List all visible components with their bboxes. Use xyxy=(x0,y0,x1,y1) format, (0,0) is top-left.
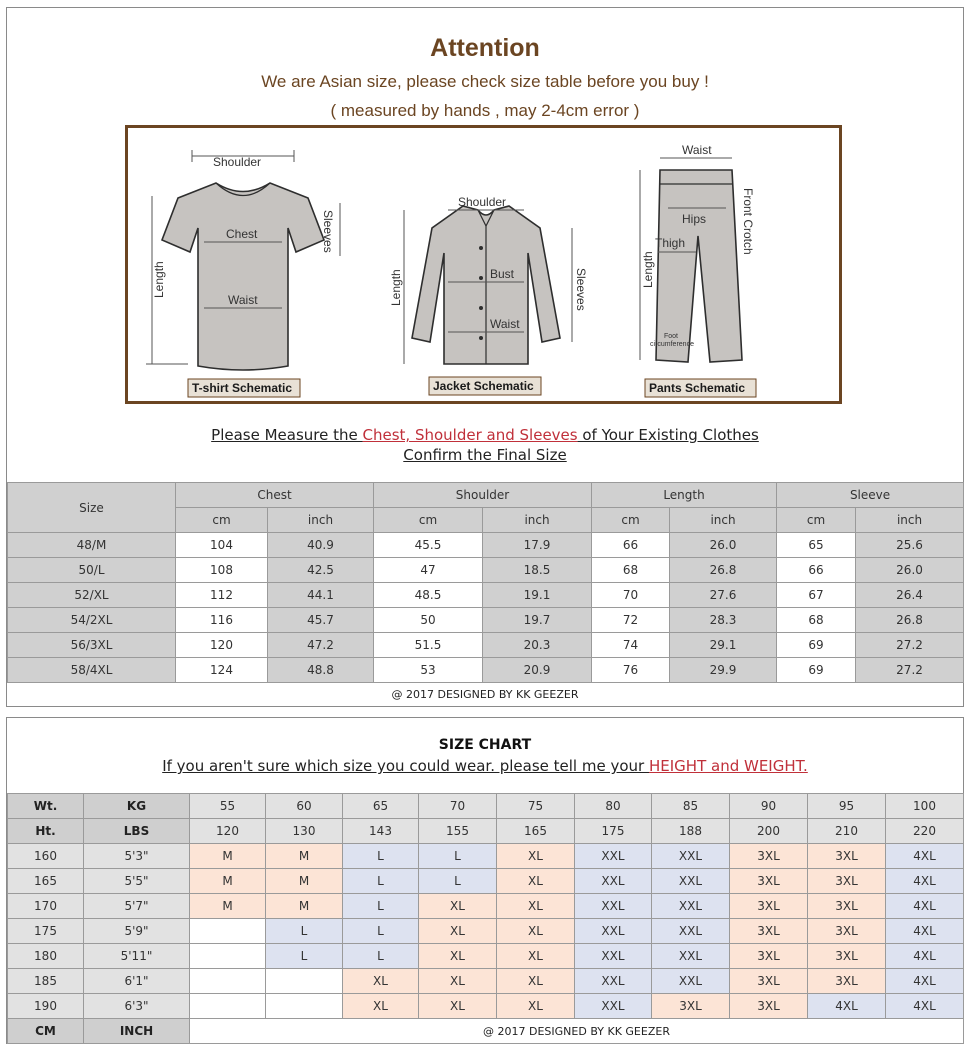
asian-size-notice: We are Asian size, please check size table before you buy ! xyxy=(261,72,709,91)
height-inch: 6'1" xyxy=(84,969,190,994)
height-cm: 165 xyxy=(8,869,84,894)
pants-schematic xyxy=(640,143,756,397)
height-cm: 180 xyxy=(8,944,84,969)
measurement-cell: 72 xyxy=(592,608,670,633)
measurement-cell: 68 xyxy=(592,558,670,583)
recommended-size-cell: XL xyxy=(343,969,419,994)
recommended-size-cell: XXL xyxy=(652,894,730,919)
height-cm: 175 xyxy=(8,919,84,944)
measurement-cell: 29.9 xyxy=(670,658,777,683)
measurement-cell: 40.9 xyxy=(268,533,374,558)
kg-value: 65 xyxy=(343,794,419,819)
measurement-cell: 47 xyxy=(374,558,483,583)
measurement-cell: 66 xyxy=(592,533,670,558)
inch-label: INCH xyxy=(84,1019,190,1044)
measurement-cell: 53 xyxy=(374,658,483,683)
height-inch: 5'11" xyxy=(84,944,190,969)
jacket-waist-label: Waist xyxy=(490,317,520,331)
unit-header: inch xyxy=(670,508,777,533)
recommended-size-cell: XL xyxy=(497,844,575,869)
table-row xyxy=(8,994,964,1019)
recommended-size-cell: 3XL xyxy=(808,894,886,919)
lbs-label: LBS xyxy=(84,819,190,844)
recommended-size-cell: M xyxy=(266,869,343,894)
chart-footer-row xyxy=(8,1019,964,1044)
measurement-cell: 29.1 xyxy=(670,633,777,658)
measurement-cell: 47.2 xyxy=(268,633,374,658)
height-cm: 160 xyxy=(8,844,84,869)
recommended-size-cell: 3XL xyxy=(730,969,808,994)
size-guide-panel xyxy=(6,7,964,707)
kg-value: 60 xyxy=(266,794,343,819)
pants-foot-label: Foot xyxy=(664,333,679,340)
recommended-size-cell: 3XL xyxy=(730,994,808,1019)
recommended-size-cell: 4XL xyxy=(886,869,964,894)
unit-header: inch xyxy=(483,508,592,533)
unit-header: cm xyxy=(176,508,268,533)
measurement-cell: 48.5 xyxy=(374,583,483,608)
measurement-cell: 112 xyxy=(176,583,268,608)
height-cm: 190 xyxy=(8,994,84,1019)
measurement-cell: 26.0 xyxy=(670,533,777,558)
measurement-cell: 20.9 xyxy=(483,658,592,683)
recommended-size-cell: XXL xyxy=(575,919,652,944)
sleeve-header: Sleeve xyxy=(777,483,964,508)
recommended-size-cell: M xyxy=(266,844,343,869)
recommended-size-cell: XL xyxy=(497,969,575,994)
table-row xyxy=(8,533,964,558)
cm-label: CM xyxy=(8,1019,84,1044)
pants-length-label: Length xyxy=(641,251,655,288)
recommended-size-cell: XL xyxy=(497,869,575,894)
unit-header: cm xyxy=(592,508,670,533)
measurement-cell: 27.2 xyxy=(856,658,964,683)
recommended-size-cell: 3XL xyxy=(652,994,730,1019)
measure-instruction: Please Measure the Chest, Shoulder and Sleeves of Your Existing Clothes xyxy=(211,426,759,444)
kg-value: 95 xyxy=(808,794,886,819)
measurement-cell: 116 xyxy=(176,608,268,633)
measurement-cell: 65 xyxy=(777,533,856,558)
tshirt-schematic xyxy=(146,150,340,397)
table-row xyxy=(8,844,964,869)
measurement-cell: 26.8 xyxy=(670,558,777,583)
recommended-size-cell: XL xyxy=(497,944,575,969)
recommended-size-cell: XXL xyxy=(652,919,730,944)
height-inch: 5'3" xyxy=(84,844,190,869)
measurement-cell: 18.5 xyxy=(483,558,592,583)
measurement-cell: 69 xyxy=(777,633,856,658)
kg-value: 90 xyxy=(730,794,808,819)
lbs-value: 200 xyxy=(730,819,808,844)
size-chart-table xyxy=(7,793,964,1044)
size-chart-title: SIZE CHART xyxy=(438,737,532,753)
recommended-size-cell: XL xyxy=(497,894,575,919)
kg-value: 70 xyxy=(419,794,497,819)
table-row xyxy=(8,894,964,919)
recommended-size-cell: L xyxy=(419,844,497,869)
recommended-size-cell: L xyxy=(343,869,419,894)
table-row xyxy=(8,919,964,944)
size-label: 52/XL xyxy=(8,583,176,608)
recommended-size-cell: 3XL xyxy=(730,944,808,969)
recommended-size-cell: 3XL xyxy=(808,919,886,944)
table-row xyxy=(8,558,964,583)
recommended-size-cell: 4XL xyxy=(886,944,964,969)
jacket-bust-label: Bust xyxy=(490,267,515,281)
size-chart-footer: @ 2017 DESIGNED BY KK GEEZER xyxy=(190,1019,964,1044)
size-label: 48/M xyxy=(8,533,176,558)
recommended-size-cell: 4XL xyxy=(886,969,964,994)
measurement-cell: 51.5 xyxy=(374,633,483,658)
measurement-cell: 26.4 xyxy=(856,583,964,608)
recommended-size-cell: L xyxy=(343,944,419,969)
recommended-size-cell: 4XL xyxy=(886,994,964,1019)
lbs-value: 120 xyxy=(190,819,266,844)
measurement-cell: 26.8 xyxy=(856,608,964,633)
kg-value: 75 xyxy=(497,794,575,819)
attention-title: Attention xyxy=(430,34,540,62)
unit-header: cm xyxy=(777,508,856,533)
recommended-size-cell: XXL xyxy=(575,969,652,994)
jacket-caption: Jacket Schematic xyxy=(433,379,534,393)
measurement-cell: 104 xyxy=(176,533,268,558)
recommended-size-cell xyxy=(190,919,266,944)
recommended-size-cell: 3XL xyxy=(808,944,886,969)
pants-waist-label: Waist xyxy=(682,143,712,157)
kg-value: 85 xyxy=(652,794,730,819)
size-measurement-table xyxy=(7,482,964,683)
table-row xyxy=(8,608,964,633)
jacket-schematic xyxy=(389,195,588,395)
height-inch: 5'9" xyxy=(84,919,190,944)
schematic-box xyxy=(125,125,842,404)
recommended-size-cell: XXL xyxy=(652,844,730,869)
pants-hips-label: Hips xyxy=(682,212,707,226)
recommended-size-cell: XXL xyxy=(575,894,652,919)
kg-label: KG xyxy=(84,794,190,819)
size-label: 58/4XL xyxy=(8,658,176,683)
measurement-cell: 50 xyxy=(374,608,483,633)
recommended-size-cell: M xyxy=(190,869,266,894)
pants-caption: Pants Schematic xyxy=(649,381,746,395)
recommended-size-cell: L xyxy=(343,919,419,944)
recommended-size-cell xyxy=(266,969,343,994)
jacket-length-label: Length xyxy=(389,269,403,306)
measurement-cell: 27.6 xyxy=(670,583,777,608)
measurement-cell: 67 xyxy=(777,583,856,608)
measurement-error-notice: ( measured by hands , may 2-4cm error ) xyxy=(330,101,640,120)
measurement-cell: 28.3 xyxy=(670,608,777,633)
measurement-cell: 17.9 xyxy=(483,533,592,558)
confirm-size-note: Confirm the Final Size xyxy=(403,446,567,464)
recommended-size-cell: 4XL xyxy=(886,894,964,919)
recommended-size-cell: XXL xyxy=(575,869,652,894)
recommended-size-cell: XXL xyxy=(575,944,652,969)
tshirt-chest-label: Chest xyxy=(226,227,258,241)
recommended-size-cell: XL xyxy=(419,994,497,1019)
recommended-size-cell: 3XL xyxy=(808,869,886,894)
recommended-size-cell: L xyxy=(266,944,343,969)
recommended-size-cell: M xyxy=(190,844,266,869)
lbs-value: 143 xyxy=(343,819,419,844)
recommended-size-cell: XL xyxy=(419,944,497,969)
pants-crotch-label: Front Crotch xyxy=(741,188,755,255)
measurement-cell: 70 xyxy=(592,583,670,608)
measurement-cell: 76 xyxy=(592,658,670,683)
measurement-cell: 26.0 xyxy=(856,558,964,583)
measurement-cell: 27.2 xyxy=(856,633,964,658)
weight-kg-row xyxy=(8,794,964,819)
recommended-size-cell: L xyxy=(343,844,419,869)
height-inch: 6'3" xyxy=(84,994,190,1019)
recommended-size-cell: 4XL xyxy=(886,844,964,869)
size-table-footer: @ 2017 DESIGNED BY KK GEEZER xyxy=(7,682,963,707)
shoulder-header: Shoulder xyxy=(374,483,592,508)
measurement-cell: 45.5 xyxy=(374,533,483,558)
recommended-size-cell: L xyxy=(343,894,419,919)
recommended-size-cell: XXL xyxy=(575,844,652,869)
height-inch: 5'7" xyxy=(84,894,190,919)
measurement-cell: 19.7 xyxy=(483,608,592,633)
lbs-value: 220 xyxy=(886,819,964,844)
lbs-value: 188 xyxy=(652,819,730,844)
recommended-size-cell: M xyxy=(266,894,343,919)
kg-value: 55 xyxy=(190,794,266,819)
recommended-size-cell: XXL xyxy=(652,869,730,894)
lbs-value: 165 xyxy=(497,819,575,844)
weight-lbs-row xyxy=(8,819,964,844)
unit-header: cm xyxy=(374,508,483,533)
kg-value: 100 xyxy=(886,794,964,819)
measurement-cell: 74 xyxy=(592,633,670,658)
size-label: 54/2XL xyxy=(8,608,176,633)
recommended-size-cell xyxy=(266,994,343,1019)
ht-label: Ht. xyxy=(8,819,84,844)
table-row xyxy=(8,658,964,683)
recommended-size-cell xyxy=(190,994,266,1019)
measurement-cell: 25.6 xyxy=(856,533,964,558)
measurement-cell: 20.3 xyxy=(483,633,592,658)
chest-header: Chest xyxy=(176,483,374,508)
tshirt-length-label: Length xyxy=(152,261,166,298)
recommended-size-cell: 3XL xyxy=(730,894,808,919)
pants-foot-circ-label: circumference xyxy=(650,341,694,348)
recommended-size-cell: 3XL xyxy=(808,844,886,869)
tshirt-shoulder-label: Shoulder xyxy=(213,155,262,169)
lbs-value: 155 xyxy=(419,819,497,844)
height-cm: 185 xyxy=(8,969,84,994)
measurement-cell: 19.1 xyxy=(483,583,592,608)
jacket-shoulder-label: Shoulder xyxy=(458,195,507,209)
lbs-value: 130 xyxy=(266,819,343,844)
schematic-illustrations xyxy=(128,128,839,401)
unit-header: inch xyxy=(856,508,964,533)
measurement-cell: 66 xyxy=(777,558,856,583)
measure-highlight: Chest, Shoulder and Sleeves xyxy=(362,426,578,444)
measurement-cell: 68 xyxy=(777,608,856,633)
measurement-cell: 44.1 xyxy=(268,583,374,608)
table-row xyxy=(8,633,964,658)
measurement-cell: 124 xyxy=(176,658,268,683)
recommended-size-cell: 3XL xyxy=(730,869,808,894)
recommended-size-cell: XL xyxy=(343,994,419,1019)
height-inch: 5'5" xyxy=(84,869,190,894)
measurement-cell: 69 xyxy=(777,658,856,683)
recommended-size-cell: 3XL xyxy=(808,969,886,994)
recommended-size-cell: L xyxy=(419,869,497,894)
size-chart-panel xyxy=(6,717,964,1044)
tshirt-caption: T-shirt Schematic xyxy=(192,381,293,395)
table-row xyxy=(8,583,964,608)
pants-thigh-label: Thigh xyxy=(655,236,686,250)
kg-value: 80 xyxy=(575,794,652,819)
recommended-size-cell: XL xyxy=(419,894,497,919)
measurement-cell: 108 xyxy=(176,558,268,583)
tshirt-waist-label: Waist xyxy=(228,293,258,307)
measurement-cell: 45.7 xyxy=(268,608,374,633)
height-weight-highlight: HEIGHT and WEIGHT xyxy=(648,757,804,775)
measurement-cell: 48.8 xyxy=(268,658,374,683)
recommended-size-cell: XL xyxy=(497,994,575,1019)
size-header: Size xyxy=(8,483,176,533)
lbs-value: 210 xyxy=(808,819,886,844)
recommended-size-cell: 3XL xyxy=(730,844,808,869)
recommended-size-cell: XXL xyxy=(652,944,730,969)
jacket-sleeves-label: Sleeves xyxy=(574,268,588,311)
lbs-value: 175 xyxy=(575,819,652,844)
recommended-size-cell: XL xyxy=(419,919,497,944)
recommended-size-cell: XL xyxy=(497,919,575,944)
tshirt-sleeves-label: Sleeves xyxy=(321,210,335,253)
recommended-size-cell: 4XL xyxy=(808,994,886,1019)
table-row xyxy=(8,969,964,994)
unit-header: inch xyxy=(268,508,374,533)
size-label: 50/L xyxy=(8,558,176,583)
height-cm: 170 xyxy=(8,894,84,919)
measurement-cell: 42.5 xyxy=(268,558,374,583)
recommended-size-cell: XL xyxy=(419,969,497,994)
size-chart-subtitle: If you aren't sure which size you could wear. please tell me your HEIGHT and WEIGHT. xyxy=(162,757,808,775)
recommended-size-cell: 4XL xyxy=(886,919,964,944)
wt-label: Wt. xyxy=(8,794,84,819)
table-row xyxy=(8,944,964,969)
recommended-size-cell: L xyxy=(266,919,343,944)
recommended-size-cell: M xyxy=(190,894,266,919)
table-row xyxy=(8,869,964,894)
recommended-size-cell: 3XL xyxy=(730,919,808,944)
measurement-cell: 120 xyxy=(176,633,268,658)
recommended-size-cell: XXL xyxy=(575,994,652,1019)
length-header: Length xyxy=(592,483,777,508)
recommended-size-cell: XXL xyxy=(652,969,730,994)
size-label: 56/3XL xyxy=(8,633,176,658)
recommended-size-cell xyxy=(190,969,266,994)
recommended-size-cell xyxy=(190,944,266,969)
